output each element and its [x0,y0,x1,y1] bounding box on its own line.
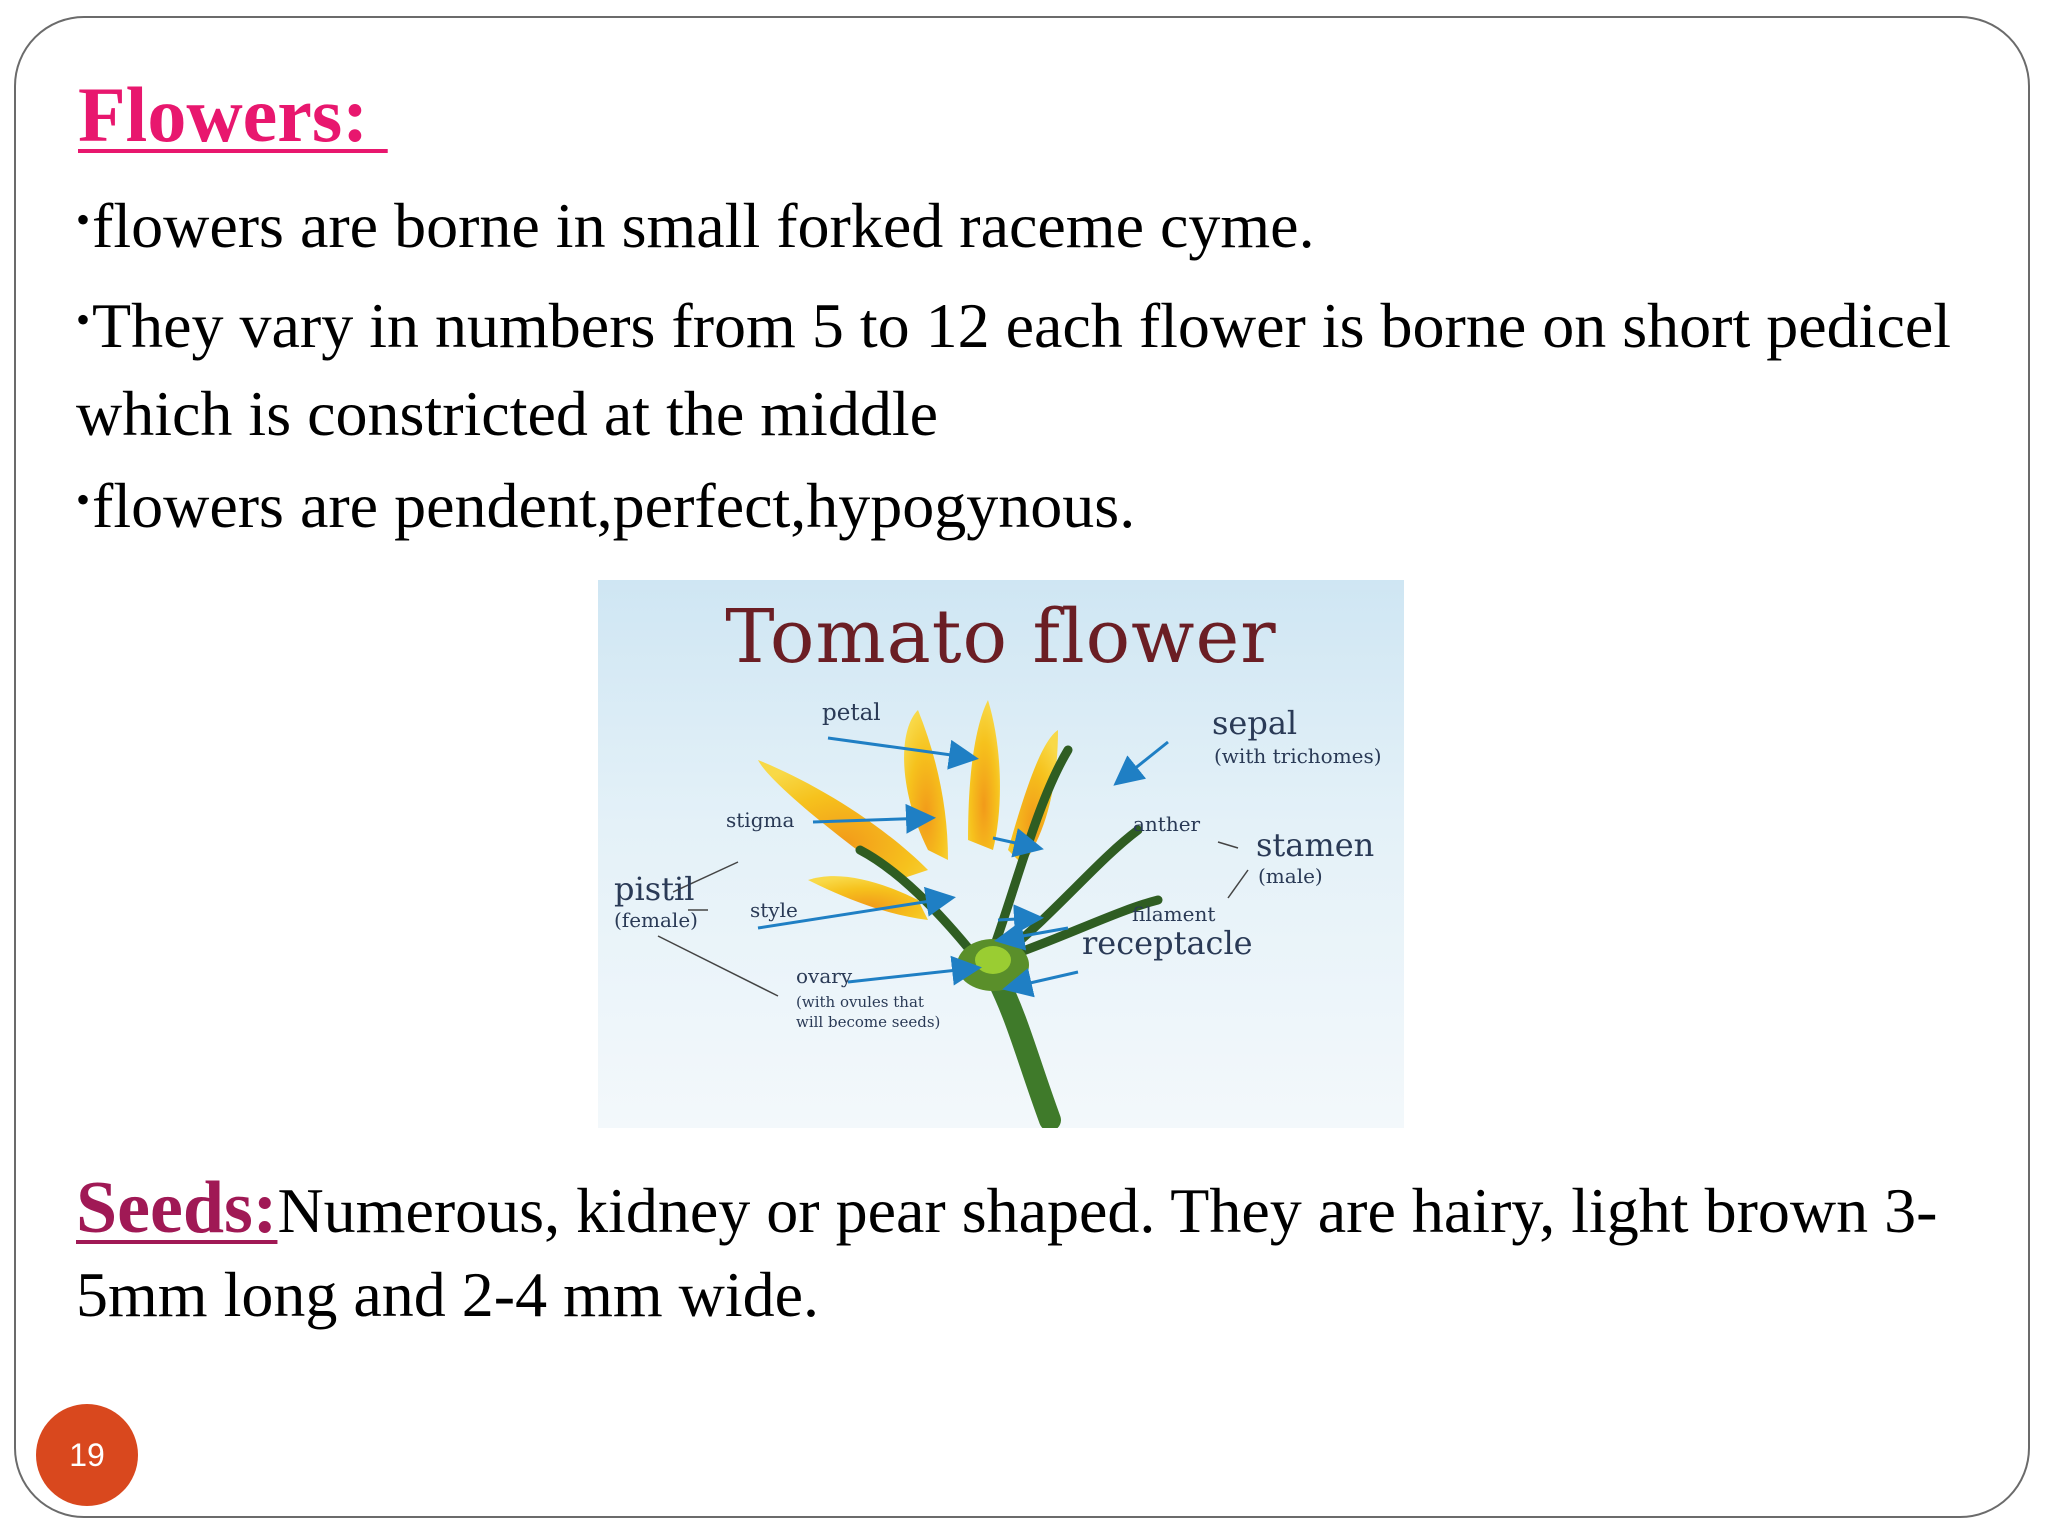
label-filament: filament [1132,902,1216,926]
bullet-text: flowers are borne in small forked raceme cyme. [92,190,1315,261]
bullet-item [76,186,1956,274]
figure-title: Tomato flower [725,594,1277,680]
bullet-marker: • [76,477,91,522]
label-receptacle: receptacle [1082,924,1253,962]
stem-shape [998,980,1050,1120]
label-stigma: stigma [726,808,795,832]
label-petal: petal [822,700,881,726]
label-stamen: stamen [1256,826,1375,864]
label-stamen-note: (male) [1258,864,1323,888]
bullet-item [76,466,1956,554]
slide-heading: Flowers: [78,71,388,158]
page-number-badge: 19 [36,1404,138,1506]
seeds-text: Numerous, kidney or pear shaped. They are hairy, light brown 3-5mm long and 2-4 mm wide. [76,1175,1938,1330]
seeds-label: Seeds: [76,1167,278,1249]
tomato-flower-figure [598,580,1404,1128]
bullet-marker: • [76,297,91,342]
bullet-text: flowers are pendent,perfect,hypogynous. [92,470,1136,541]
label-ovary: ovary [796,964,853,988]
bullet-text: They vary in numbers from 5 to 12 each flower is borne on short pedicel which is constricted at the middle [76,290,1952,449]
label-anther: anther [1133,812,1201,836]
label-pistil: pistil [614,870,695,908]
seeds-paragraph [76,1166,1956,1337]
bullet-item [76,286,1956,454]
label-ovary-note-1: (with ovules that [796,993,924,1011]
slide-frame [14,16,2030,1518]
label-sepal-note: (with trichomes) [1214,744,1382,768]
label-style: style [750,898,798,922]
bullet-marker: • [76,197,91,242]
label-ovary-note-2: will become seeds) [796,1013,941,1031]
label-pistil-note: (female) [614,908,698,932]
label-sepal: sepal [1212,704,1298,742]
